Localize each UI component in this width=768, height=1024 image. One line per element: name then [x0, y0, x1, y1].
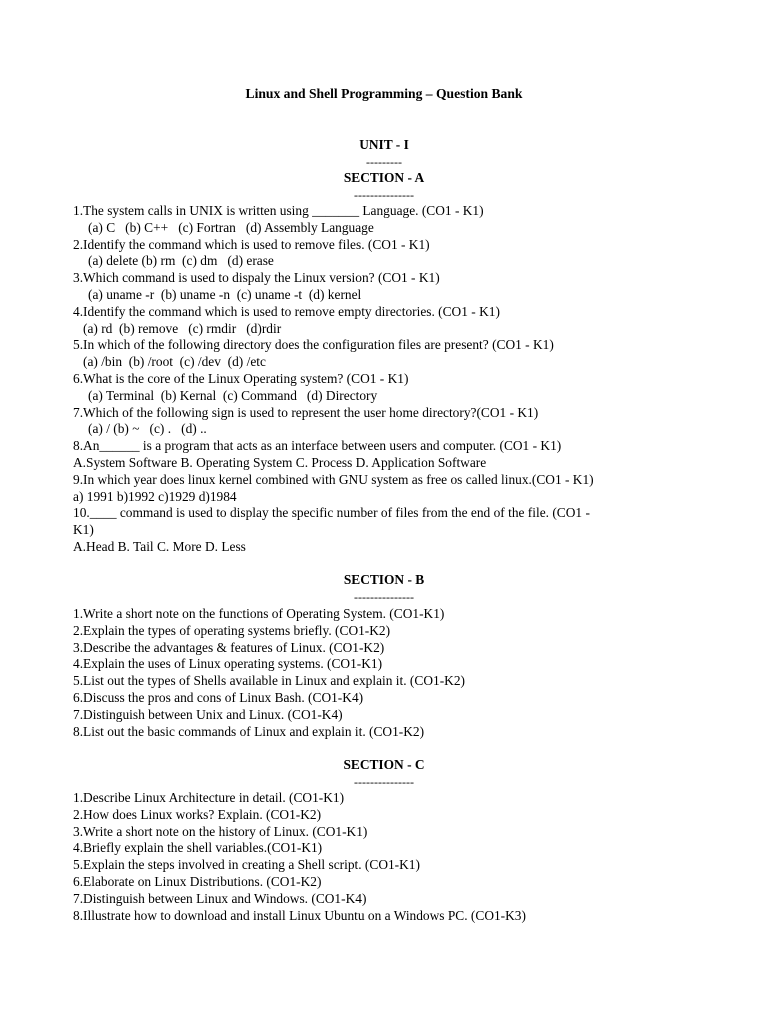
unit-underline: --------- — [366, 155, 402, 169]
question-line: 1.Write a short note on the functions of Operating System. (CO1-K1) — [73, 606, 445, 621]
section-c-questions — [73, 790, 713, 924]
question-line: 2.Identify the command which is used to remove files. (CO1 - K1) — [73, 236, 430, 252]
section-b-underline: --------------- — [354, 590, 414, 604]
question-line: 4.Identify the command which is used to remove empty directories. (CO1 - K1) — [73, 303, 500, 319]
section-b-heading: SECTION - B — [343, 572, 425, 587]
section-a-underline: --------------- — [354, 188, 414, 202]
question-line: 6.What is the core of the Linux Operating system? (CO1 - K1) — [73, 370, 409, 386]
question-line: 6.Discuss the pros and cons of Linux Bash. (CO1-K4) — [73, 689, 364, 705]
question-line: 7.Which of the following sign is used to represent the user home directory?(CO1 - K1) — [73, 404, 539, 420]
options-line: A.Head B. Tail C. More D. Less — [73, 538, 246, 554]
question-line: 6.Elaborate on Linux Distributions. (CO1-K2) — [73, 873, 322, 889]
question-line: 4.Briefly explain the shell variables.(CO1-K1) — [73, 840, 323, 856]
question-line: 1.Describe Linux Architecture in detail. (CO1-K1) — [73, 790, 345, 805]
question-line: 5.In which of the following directory does the configuration files are present? (CO1 - K1) — [73, 337, 554, 353]
section-a-heading: SECTION - A — [343, 170, 425, 185]
question-line: 7.Distinguish between Linux and Windows. (CO1-K4) — [73, 890, 367, 906]
question-line: 3.Which command is used to dispaly the Linux version? (CO1 - K1) — [73, 270, 440, 286]
options-line: A.System Software B. Operating System C. Process D. Application Software — [73, 454, 487, 470]
question-line: 5.Explain the steps involved in creating a Shell script. (CO1-K1) — [73, 857, 420, 873]
unit-heading: UNIT - I — [359, 137, 409, 152]
section-a-questions — [73, 203, 713, 556]
options-line: (a) rd (b) remove (c) rmdir (d)rdir — [83, 320, 282, 336]
question-line: 7.Distinguish between Unix and Linux. (CO1-K4) — [73, 706, 343, 722]
question-line: 9.In which year does linux kernel combined with GNU system as free os called linux.(CO1 - K1) — [73, 471, 594, 487]
question-line: 8.An______ is a program that acts as an interface between users and computer. (CO1 - K1) — [73, 438, 562, 454]
options-line: (a) Terminal (b) Kernal (c) Command (d) Directory — [88, 387, 378, 403]
question-line: 2.How does Linux works? Explain. (CO1-K2) — [73, 806, 322, 822]
question-line: 4.Explain the uses of Linux operating systems. (CO1-K1) — [73, 656, 383, 672]
section-b-questions — [73, 606, 713, 740]
section-c-underline: --------------- — [354, 775, 414, 789]
document-title: Linux and Shell Programming – Question Bank — [245, 86, 523, 101]
question-line: 3.Describe the advantages & features of Linux. (CO1-K2) — [73, 639, 385, 655]
section-c-heading: SECTION - C — [343, 757, 425, 772]
question-line: 3.Write a short note on the history of Linux. (CO1-K1) — [73, 823, 368, 839]
options-line: (a) delete (b) rm (c) dm (d) erase — [88, 253, 274, 269]
options-line: a) 1991 b)1992 c)1929 d)1984 — [73, 488, 237, 504]
question-line: 1.The system calls in UNIX is written using _______ Language. (CO1 - K1) — [73, 203, 484, 218]
question-line: 10.____ command is used to display the specific number of files from the end of the file. (CO1 - — [73, 505, 590, 521]
question-line: 2.Explain the types of operating systems briefly. (CO1-K2) — [73, 622, 391, 638]
question-line: 8.Illustrate how to download and install Linux Ubuntu on a Windows PC. (CO1-K3) — [73, 907, 526, 923]
question-line: 5.List out the types of Shells available in Linux and explain it. (CO1-K2) — [73, 673, 465, 689]
options-line: (a) / (b) ~ (c) . (d) .. — [88, 421, 207, 437]
options-line: (a) uname -r (b) uname -n (c) uname -t (d) kernel — [88, 286, 362, 302]
question-line: 8.List out the basic commands of Linux and explain it. (CO1-K2) — [73, 723, 425, 739]
options-line: (a) /bin (b) /root (c) /dev (d) /etc — [83, 354, 266, 370]
question-line-continued: K1) — [73, 522, 94, 538]
options-line: (a) C (b) C++ (c) Fortran (d) Assembly Language — [88, 219, 374, 235]
